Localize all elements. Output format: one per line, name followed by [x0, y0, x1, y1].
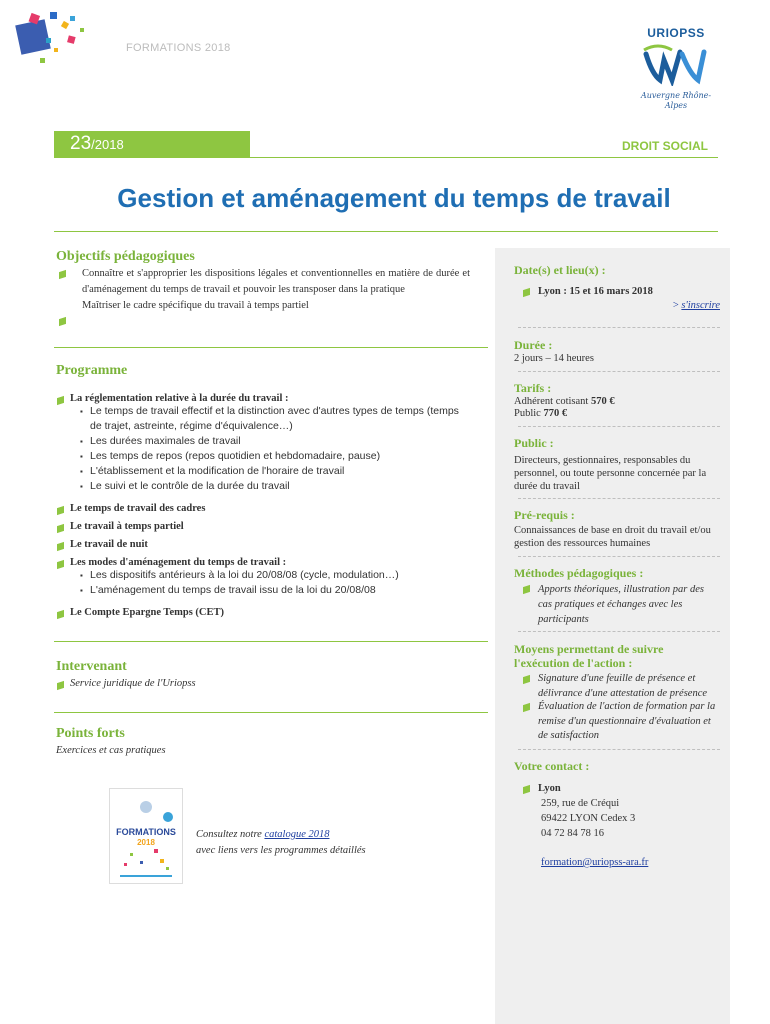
tarif-adherent-label: Adhérent cotisant — [514, 396, 591, 407]
bullet-icon — [57, 681, 64, 690]
formation-number-main: 23 — [70, 133, 92, 154]
objectifs-heading: Objectifs pédagogiques — [56, 249, 195, 264]
formation-number — [70, 133, 124, 155]
sidebar-divider — [518, 556, 720, 557]
programme-sublist — [56, 568, 466, 598]
title-divider — [54, 231, 718, 232]
catalogue-prefix: Consultez notre — [196, 829, 265, 840]
programme-item — [56, 539, 486, 550]
tarif-public — [514, 407, 567, 420]
bullet-icon — [57, 506, 64, 515]
programme-subitem: ▪ L'aménagement du temps de travail issu de la loi du 20/08/08 — [80, 583, 466, 598]
page-title: Gestion et aménagement du temps de travail — [117, 183, 671, 213]
catalogue-cover-year: 2018 — [137, 838, 155, 847]
section-divider — [54, 712, 488, 713]
section-divider — [54, 641, 488, 642]
programme-item-title: Le travail à temps partiel — [70, 521, 184, 532]
objectif-item: Connaître et s'approprier les dispositions légales et conventionnelles en matière de durée et d'aménagement du temps de travail et pouvoir les transposer dans la pratique — [82, 268, 470, 295]
duree-heading: Durée : — [514, 338, 553, 352]
programme-item — [56, 607, 486, 618]
contact-heading: Votre contact : — [514, 759, 590, 773]
section-divider — [54, 347, 488, 348]
programme-item — [56, 393, 486, 404]
logo-mark-icon — [638, 40, 714, 86]
bullet-icon — [57, 524, 64, 533]
points-forts-text: Exercices et cas pratiques — [56, 745, 166, 756]
uriopss-logo — [636, 26, 716, 118]
programme-item-title: La réglementation relative à la durée du travail : — [70, 393, 289, 404]
programme-item — [56, 521, 486, 532]
bullet-icon — [59, 270, 66, 279]
catalogue-text — [196, 827, 366, 859]
duree-text: 2 jours – 14 heures — [514, 353, 594, 364]
bullet-icon — [57, 396, 64, 405]
intervenant-heading: Intervenant — [56, 659, 127, 674]
programme-subitem: ▪ Le suivi et le contrôle de la durée du travail — [80, 479, 466, 494]
programme-item — [56, 503, 486, 514]
contact-email-link[interactable]: formation@uriopss-ara.fr — [541, 857, 649, 868]
moyens-heading: Moyens permettant de suivre l'exécution de l'action : — [514, 642, 664, 670]
methodes-text: Apports théoriques, illustration par des cas pratiques et échanges avec les participants — [538, 584, 704, 625]
programme-list — [56, 393, 486, 618]
points-forts-heading: Points forts — [56, 726, 125, 741]
logo-region: Auvergne Rhône-Alpes — [640, 91, 712, 110]
public-heading: Public : — [514, 436, 554, 450]
tarif-public-label: Public — [514, 408, 544, 419]
contact-address-line2: 69422 LYON Cedex 3 — [541, 813, 636, 824]
tarif-public-value: 770 € — [543, 408, 568, 419]
sidebar-divider — [518, 327, 720, 328]
sidebar-divider — [518, 631, 720, 632]
inscrire-arrow: > — [672, 300, 682, 311]
sidebar-divider — [518, 371, 720, 372]
catalogue-link[interactable]: catalogue 2018 — [264, 829, 330, 840]
intervenant-text: Service juridique de l'Uriopss — [70, 678, 196, 689]
programme-subitem: ▪ L'établissement et la modification de l'horaire de travail — [80, 464, 466, 479]
contact-city: Lyon — [538, 783, 561, 794]
programme-item — [56, 557, 486, 568]
objectifs-list — [82, 266, 470, 314]
decorative-squares-logo — [10, 8, 110, 78]
programme-item-title: Le travail de nuit — [70, 539, 148, 550]
formations-year-label: FORMATIONS 2018 — [126, 42, 231, 54]
catalogue-cover[interactable] — [109, 788, 183, 884]
programme-subitem: ▪ Les temps de repos (repos quotidien et hebdomadaire, pause) — [80, 449, 466, 464]
programme-item-title: Les modes d'aménagement du temps de travail : — [70, 557, 287, 568]
inscrire-link[interactable]: s'inscrire — [681, 300, 720, 311]
catalogue-cover-title: FORMATIONS — [116, 827, 176, 837]
programme-item-title: Le temps de travail des cadres — [70, 503, 206, 514]
catalogue-line2: avec liens vers les programmes détaillés — [196, 845, 366, 856]
tarifs-heading: Tarifs : — [514, 381, 552, 395]
methodes-heading: Méthodes pédagogiques : — [514, 566, 644, 580]
objectif-item: Maîtriser le cadre spécifique du travail à temps partiel — [82, 300, 309, 311]
moyens-item: Évaluation de l'action de formation par la remise d'un questionnaire d'évaluation et de satisfaction — [538, 701, 716, 741]
contact-address-line1: 259, rue de Créqui — [541, 798, 620, 809]
programme-heading: Programme — [56, 363, 128, 378]
programme-item-title: Le Compte Epargne Temps (CET) — [70, 607, 225, 618]
tarif-adherent-value: 570 € — [590, 396, 615, 407]
moyens-item: Signature d'une feuille de présence et délivrance d'une attestation de présence — [538, 673, 708, 699]
bullet-icon — [59, 317, 66, 326]
sidebar-divider — [518, 498, 720, 499]
prerequis-text: Connaissances de base en droit du travail et/ou gestion des ressources humaines — [514, 525, 711, 549]
programme-sublist — [56, 404, 466, 494]
logo-name: URIOPSS — [647, 26, 705, 40]
contact-address — [541, 796, 635, 841]
formation-number-year: /2018 — [91, 137, 124, 152]
sidebar-divider — [518, 426, 720, 427]
prerequis-heading: Pré-requis : — [514, 508, 575, 522]
header-divider — [54, 157, 718, 158]
public-text: Directeurs, gestionnaires, responsables du personnel, ou toute personne concernée par la durée du travail — [514, 455, 707, 492]
category-label: DROIT SOCIAL — [622, 139, 708, 153]
bullet-icon — [57, 560, 64, 569]
dates-heading: Date(s) et lieu(x) : — [514, 263, 606, 277]
programme-subitem: ▪ Les dispositifs antérieurs à la loi du 20/08/08 (cycle, modulation…) — [80, 568, 466, 583]
sidebar-divider — [518, 749, 720, 750]
contact-phone: 04 72 84 78 16 — [541, 828, 604, 839]
bullet-icon — [57, 610, 64, 619]
programme-subitem: ▪ Le temps de travail effectif et la distinction avec d'autres types de temps (temps de trajet, astreinte, régime d'équivalence…) — [80, 404, 466, 434]
dates-item: Lyon : 15 et 16 mars 2018 — [538, 286, 653, 297]
programme-subitem: ▪ Les durées maximales de travail — [80, 434, 466, 449]
inscrire-row — [673, 299, 720, 312]
bullet-icon — [57, 542, 64, 551]
